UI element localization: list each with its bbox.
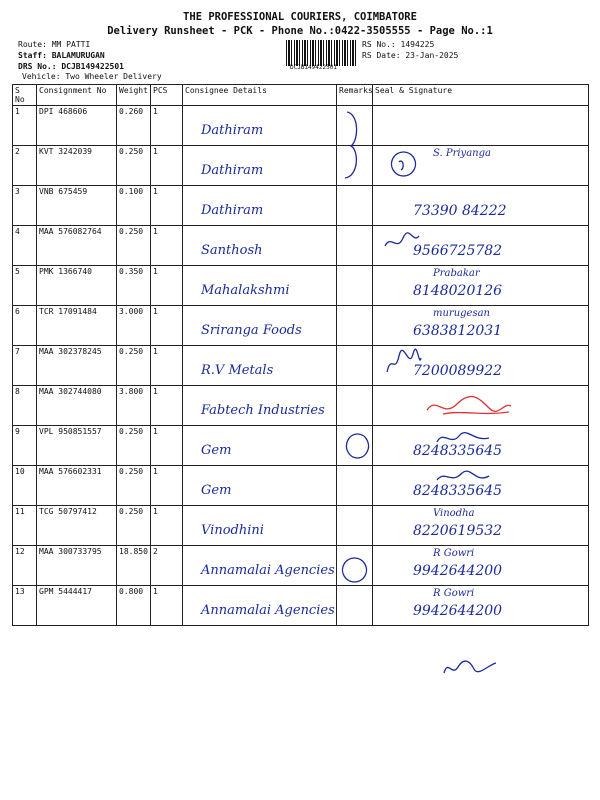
pcs-cell: 1 bbox=[151, 266, 183, 306]
consignee-handwritten-name: Dathiram bbox=[201, 203, 264, 218]
consignee-cell bbox=[183, 466, 337, 506]
staff-label: Staff: bbox=[18, 51, 47, 60]
consignee-handwritten-name: Dathiram bbox=[201, 163, 264, 178]
consignee-handwritten-name: R.V Metals bbox=[201, 363, 274, 378]
table-row bbox=[13, 146, 589, 186]
table-row bbox=[13, 106, 589, 146]
consignee-cell bbox=[183, 506, 337, 546]
receiver-phone-handwritten: 8248335645 bbox=[413, 483, 503, 499]
seal-signature-cell bbox=[373, 426, 589, 466]
receiver-phone-handwritten: 8220619532 bbox=[413, 523, 503, 539]
sno-cell: 7 bbox=[13, 346, 37, 386]
seal-signature-cell bbox=[373, 306, 589, 346]
remarks-cell bbox=[337, 506, 373, 546]
table-row bbox=[13, 506, 589, 546]
company-title: THE PROFESSIONAL COURIERS, COIMBATORE bbox=[183, 11, 417, 23]
remarks-cell bbox=[337, 266, 373, 306]
weight-cell: 0.250 bbox=[117, 146, 151, 186]
weight-cell: 0.800 bbox=[117, 586, 151, 626]
seal-signature-cell bbox=[373, 106, 589, 146]
consignee-handwritten-name: Vinodhini bbox=[201, 523, 264, 538]
barcode bbox=[286, 40, 356, 66]
consignment-no-cell: GPM 5444417 bbox=[37, 586, 117, 626]
consignee-cell bbox=[183, 426, 337, 466]
rs-no-line bbox=[362, 40, 434, 49]
signature-scribble-icon bbox=[383, 348, 423, 378]
seal-signature-cell bbox=[373, 506, 589, 546]
weight-cell: 0.250 bbox=[117, 346, 151, 386]
weight-cell: 0.250 bbox=[117, 506, 151, 546]
consignee-cell bbox=[183, 346, 337, 386]
remarks-cell bbox=[337, 426, 373, 466]
col-weight: Weight bbox=[117, 85, 151, 106]
sno-cell: 2 bbox=[13, 146, 37, 186]
signature-scribble-icon bbox=[433, 468, 493, 488]
consignment-no-cell: VNB 675459 bbox=[37, 186, 117, 226]
rs-date-value: 23-Jan-2025 bbox=[405, 51, 459, 60]
consignment-no-cell: MAA 576082764 bbox=[37, 226, 117, 266]
pcs-cell: 1 bbox=[151, 186, 183, 226]
consignee-cell bbox=[183, 546, 337, 586]
rs-date-label: RS Date: bbox=[362, 51, 401, 60]
sno-cell: 13 bbox=[13, 586, 37, 626]
barcode-text: DCJB149422501 bbox=[290, 64, 337, 71]
receiver-name-handwritten: R Gowri bbox=[433, 588, 475, 599]
receiver-phone-handwritten: 9942644200 bbox=[413, 563, 503, 579]
consignee-handwritten-name: Mahalakshmi bbox=[201, 283, 290, 298]
col-sno: S No bbox=[13, 85, 37, 106]
vehicle-value: Two Wheeler Delivery bbox=[65, 72, 162, 81]
table-row bbox=[13, 306, 589, 346]
consignee-cell bbox=[183, 106, 337, 146]
consignment-no-cell: KVT 3242039 bbox=[37, 146, 117, 186]
weight-cell: 3.800 bbox=[117, 386, 151, 426]
remarks-cell bbox=[337, 146, 373, 186]
bottom-signature-scribble bbox=[440, 655, 500, 683]
table-row bbox=[13, 426, 589, 466]
runsheet-subtitle: Delivery Runsheet - PCK - Phone No.:0422-3505555 - Page No.:1 bbox=[107, 25, 493, 37]
consignment-no-cell: MAA 302744080 bbox=[37, 386, 117, 426]
table-row bbox=[13, 186, 589, 226]
receiver-phone-handwritten: 73390 84222 bbox=[413, 203, 507, 219]
seal-circle-icon bbox=[383, 148, 423, 178]
weight-cell: 3.000 bbox=[117, 306, 151, 346]
sno-cell: 11 bbox=[13, 506, 37, 546]
consignee-handwritten-name: Fabtech Industries bbox=[201, 403, 325, 418]
consignment-no-cell: DPI 468606 bbox=[37, 106, 117, 146]
receiver-name-handwritten: R Gowri bbox=[433, 548, 475, 559]
rs-date-line bbox=[362, 51, 458, 60]
sno-cell: 9 bbox=[13, 426, 37, 466]
consignment-no-cell: PMK 1366740 bbox=[37, 266, 117, 306]
rs-no-value: 1494225 bbox=[400, 40, 435, 49]
staff-value: BALAMURUGAN bbox=[51, 51, 105, 60]
vehicle-line bbox=[22, 72, 162, 81]
seal-signature-cell bbox=[373, 186, 589, 226]
col-seal: Seal & Signature bbox=[373, 85, 589, 106]
consignee-handwritten-name: Annamalai Agencies bbox=[201, 603, 335, 618]
remarks-cell bbox=[337, 186, 373, 226]
consignment-no-cell: TCR 17091484 bbox=[37, 306, 117, 346]
remarks-circle-icon bbox=[339, 556, 369, 586]
consignment-no-cell: VPL 950851557 bbox=[37, 426, 117, 466]
remarks-circle-icon bbox=[343, 432, 371, 462]
seal-signature-cell bbox=[373, 266, 589, 306]
seal-signature-cell bbox=[373, 226, 589, 266]
consignment-no-cell: MAA 576602331 bbox=[37, 466, 117, 506]
pcs-cell: 1 bbox=[151, 386, 183, 426]
weight-cell: 0.250 bbox=[117, 426, 151, 466]
consignee-cell bbox=[183, 586, 337, 626]
table-row bbox=[13, 386, 589, 426]
receiver-phone-handwritten: 9942644200 bbox=[413, 603, 503, 619]
consignment-no-cell: MAA 302378245 bbox=[37, 346, 117, 386]
signature-scribble-icon bbox=[433, 428, 493, 448]
consignment-no-cell: MAA 300733795 bbox=[37, 546, 117, 586]
consignee-cell bbox=[183, 386, 337, 426]
pcs-cell: 1 bbox=[151, 346, 183, 386]
weight-cell: 0.100 bbox=[117, 186, 151, 226]
consignee-cell bbox=[183, 266, 337, 306]
sno-cell: 6 bbox=[13, 306, 37, 346]
sno-cell: 8 bbox=[13, 386, 37, 426]
col-consignee: Consignee Details bbox=[183, 85, 337, 106]
col-consignment: Consignment No bbox=[37, 85, 117, 106]
seal-signature-cell bbox=[373, 346, 589, 386]
sno-cell: 10 bbox=[13, 466, 37, 506]
receiver-phone-handwritten: 8148020126 bbox=[413, 283, 503, 299]
remarks-cell bbox=[337, 346, 373, 386]
table-row bbox=[13, 266, 589, 306]
receiver-name-handwritten: Prabakar bbox=[433, 268, 480, 279]
table-row bbox=[13, 586, 589, 626]
seal-signature-cell bbox=[373, 586, 589, 626]
scribble-icon bbox=[440, 655, 500, 679]
pcs-cell: 1 bbox=[151, 106, 183, 146]
route-label: Route: bbox=[18, 40, 47, 49]
table-row bbox=[13, 226, 589, 266]
consignee-handwritten-name: Gem bbox=[201, 443, 232, 458]
consignee-handwritten-name: Santhosh bbox=[201, 243, 263, 258]
remarks-cell bbox=[337, 106, 373, 146]
consignee-cell bbox=[183, 306, 337, 346]
receiver-phone-handwritten: 8248335645 bbox=[413, 443, 503, 459]
receiver-name-handwritten: Vinodha bbox=[433, 508, 475, 519]
receiver-phone-handwritten: 7200089922 bbox=[413, 363, 503, 379]
runsheet-table bbox=[12, 84, 589, 626]
seal-signature-cell bbox=[373, 386, 589, 426]
route-value: MM PATTI bbox=[51, 40, 91, 49]
drs-label: DRS No.: bbox=[18, 62, 57, 71]
remarks-cell bbox=[337, 306, 373, 346]
weight-cell: 18.850 bbox=[117, 546, 151, 586]
consignee-cell bbox=[183, 226, 337, 266]
sno-cell: 1 bbox=[13, 106, 37, 146]
col-remarks: Remarks bbox=[337, 85, 373, 106]
sno-cell: 5 bbox=[13, 266, 37, 306]
red-signature-icon bbox=[423, 392, 513, 420]
sno-cell: 4 bbox=[13, 226, 37, 266]
pcs-cell: 1 bbox=[151, 306, 183, 346]
table-row bbox=[13, 546, 589, 586]
remarks-cell bbox=[337, 466, 373, 506]
consignee-handwritten-name: Dathiram bbox=[201, 123, 264, 138]
drs-line bbox=[18, 62, 124, 71]
weight-cell: 0.250 bbox=[117, 226, 151, 266]
consignee-handwritten-name: Annamalai Agencies bbox=[201, 563, 335, 578]
weight-cell: 0.250 bbox=[117, 466, 151, 506]
col-pcs: PCS bbox=[151, 85, 183, 106]
pcs-cell: 1 bbox=[151, 466, 183, 506]
consignee-cell bbox=[183, 186, 337, 226]
staff-line bbox=[18, 51, 105, 60]
table-header-row bbox=[13, 85, 589, 106]
remarks-cell bbox=[337, 586, 373, 626]
consignment-no-cell: TCG 50797412 bbox=[37, 506, 117, 546]
consignee-handwritten-name: Gem bbox=[201, 483, 232, 498]
receiver-name-handwritten: S. Priyanga bbox=[433, 148, 491, 159]
sno-cell: 3 bbox=[13, 186, 37, 226]
pcs-cell: 1 bbox=[151, 426, 183, 466]
pcs-cell: 1 bbox=[151, 506, 183, 546]
consignee-cell bbox=[183, 146, 337, 186]
pcs-cell: 1 bbox=[151, 146, 183, 186]
seal-signature-cell bbox=[373, 146, 589, 186]
pcs-cell: 2 bbox=[151, 546, 183, 586]
receiver-name-handwritten: murugesan bbox=[433, 308, 490, 319]
rs-no-label: RS No.: bbox=[362, 40, 396, 49]
route-line bbox=[18, 40, 90, 49]
consignee-handwritten-name: Sriranga Foods bbox=[201, 323, 302, 338]
weight-cell: 0.350 bbox=[117, 266, 151, 306]
table-row bbox=[13, 466, 589, 506]
pcs-cell: 1 bbox=[151, 586, 183, 626]
weight-cell: 0.260 bbox=[117, 106, 151, 146]
drs-value: DCJB149422501 bbox=[61, 62, 124, 71]
table-row bbox=[13, 346, 589, 386]
sno-cell: 12 bbox=[13, 546, 37, 586]
receiver-phone-handwritten: 9566725782 bbox=[413, 243, 503, 259]
seal-signature-cell bbox=[373, 546, 589, 586]
pcs-cell: 1 bbox=[151, 226, 183, 266]
signature-scribble-icon bbox=[381, 228, 421, 258]
remarks-cell bbox=[337, 546, 373, 586]
seal-signature-cell bbox=[373, 466, 589, 506]
remarks-cell bbox=[337, 226, 373, 266]
receiver-phone-handwritten: 6383812031 bbox=[413, 323, 503, 339]
vehicle-label: Vehicle: bbox=[22, 72, 61, 81]
remarks-cell bbox=[337, 386, 373, 426]
